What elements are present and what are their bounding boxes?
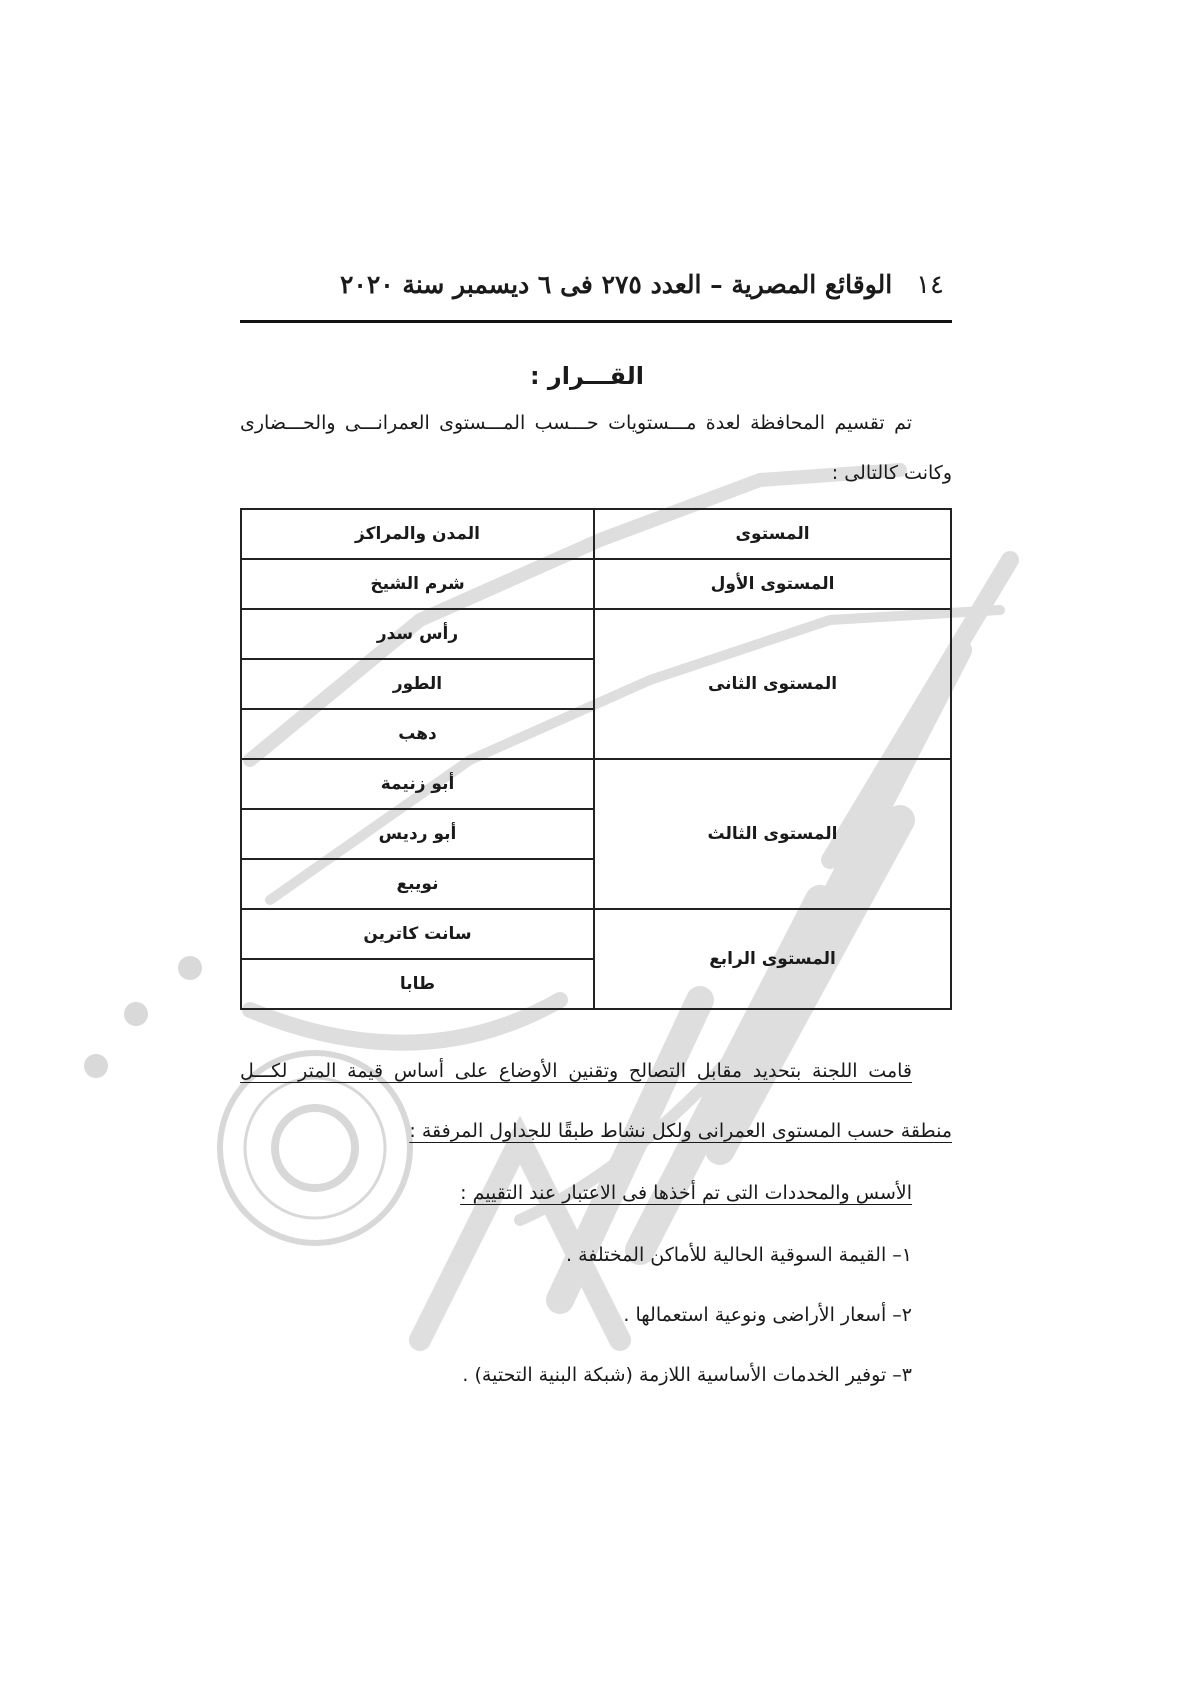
page-header bbox=[240, 270, 952, 304]
city-cell: شرم الشيخ bbox=[241, 559, 594, 609]
level-cell: المستوى الثالث bbox=[594, 759, 951, 909]
criteria-item: ١– القيمة السوقية الحالية للأماكن المختلفة . bbox=[566, 1244, 912, 1266]
intro-line-2: وكانت كالتالى : bbox=[831, 462, 952, 484]
page-number: ١٤ bbox=[916, 270, 944, 300]
city-cell: دهب bbox=[241, 709, 594, 759]
city-cell: نويبع bbox=[241, 859, 594, 909]
header-rule bbox=[240, 320, 952, 323]
table-row bbox=[241, 759, 951, 809]
table-row bbox=[241, 909, 951, 959]
city-cell: سانت كاترين bbox=[241, 909, 594, 959]
header-cities: المدن والمراكز bbox=[241, 509, 594, 559]
levels-table bbox=[240, 508, 952, 1010]
city-cell: أبو رديس bbox=[241, 809, 594, 859]
criteria-heading: الأسس والمحددات التى تم أخذها فى الاعتبار عند التقييم : bbox=[460, 1182, 912, 1204]
criteria-item: ٢– أسعار الأراضى ونوعية استعمالها . bbox=[623, 1304, 912, 1326]
city-cell: الطور bbox=[241, 659, 594, 709]
header-level: المستوى bbox=[594, 509, 951, 559]
level-cell: المستوى الأول bbox=[594, 559, 951, 609]
level-cell: المستوى الرابع bbox=[594, 909, 951, 1009]
criteria-item: ٣– توفير الخدمات الأساسية اللازمة (شبكة البنية التحتية) . bbox=[462, 1364, 912, 1386]
table-row bbox=[241, 609, 951, 659]
intro-line-1: تم تقسيم المحافظة لعدة مـــستويات حـــسب المـــستوى العمرانـــى والحـــضارى bbox=[240, 412, 912, 434]
city-cell: رأس سدر bbox=[241, 609, 594, 659]
committee-line-2: منطقة حسب المستوى العمرانى ولكل نشاط طبقًا للجداول المرفقة : bbox=[409, 1120, 952, 1142]
table-row bbox=[241, 559, 951, 609]
city-cell: طابا bbox=[241, 959, 594, 1009]
decision-title: القـــرار : bbox=[529, 362, 644, 390]
level-cell: المستوى الثانى bbox=[594, 609, 951, 759]
running-title: الوقائع المصرية – العدد ٢٧٥ فى ٦ ديسمبر سنة ٢٠٢٠ bbox=[340, 270, 893, 299]
table-header-row bbox=[241, 509, 951, 559]
city-cell: أبو زنيمة bbox=[241, 759, 594, 809]
committee-line-1: قامت اللجنة بتحديد مقابل التصالح وتقنين الأوضاع على أساس قيمة المتر لكـــل bbox=[240, 1060, 912, 1082]
